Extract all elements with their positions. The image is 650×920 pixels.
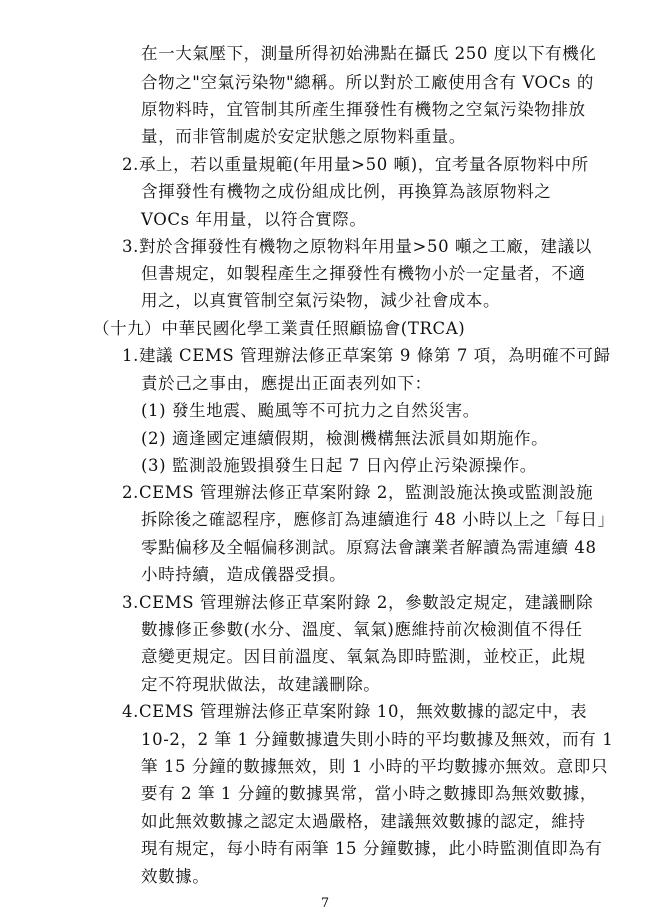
text-line: 要有 2 筆 1 分鐘的數據異常，當小時之數據即為無效數據， bbox=[141, 784, 597, 803]
text-line: 3.對於含揮發性有機物之原物料年用量>50 噸之工廠，建議以 bbox=[122, 237, 592, 256]
text-line: 效數據。 bbox=[141, 867, 210, 886]
text-line: (3) 監測設施毀損發生日起 7 日內停止污染源操作。 bbox=[141, 456, 537, 475]
section-heading: （十九）中華民國化學工業責任照顧協會(TRCA) bbox=[93, 319, 466, 338]
text-line: 零點偏移及全幅偏移測試。原寫法會讓業者解讀為需連續 48 bbox=[141, 538, 597, 557]
text-line: 定不符現狀做法，故建議刪除。 bbox=[141, 675, 381, 694]
text-line: 10-2，2 筆 1 分鐘數據遺失則小時的平均數據及無效，而有 1 bbox=[141, 730, 614, 749]
text-line: 筆 15 分鐘的數據無效，則 1 小時的平均數據亦無效。意即只 bbox=[141, 757, 609, 776]
text-line: 在一大氣壓下，測量所得初始沸點在攝氏 250 度以下有機化 bbox=[141, 44, 597, 63]
text-line: 數據修正參數(水分、溫度、氧氣)應維持前次檢測值不得任 bbox=[141, 620, 583, 639]
text-line: 量，而非管制處於安定狀態之原物料重量。 bbox=[141, 127, 466, 146]
text-line: 意變更規定。因目前溫度、氧氣為即時監測，並校正，此規 bbox=[141, 647, 586, 666]
text-line: 現有規定，每小時有兩筆 15 分鐘數據，此小時監測值即為有 bbox=[141, 839, 603, 858]
text-line: 原物料時，宜管制其所產生揮發性有機物之空氣污染物排放 bbox=[141, 100, 586, 119]
text-line: VOCs 年用量，以符合實際。 bbox=[141, 210, 367, 229]
text-line: 但書規定，如製程產生之揮發性有機物小於一定量者，不適 bbox=[141, 264, 586, 283]
text-line: 1.建議 CEMS 管理辦法修正草案第 9 條第 7 項，為明確不可歸 bbox=[122, 346, 611, 365]
text-line: 合物之"空氣污染物"總稱。所以對於工廠使用含有 VOCs 的 bbox=[141, 73, 594, 92]
text-line: 2.承上，若以重量規範(年用量>50 噸)，宜考量各原物料中所 bbox=[122, 155, 589, 174]
text-line: (2) 適逢國定連續假期，檢測機構無法派員如期施作。 bbox=[141, 429, 549, 448]
text-line: 4.CEMS 管理辦法修正草案附錄 10，無效數據的認定中，表 bbox=[122, 702, 588, 721]
text-line: 責於己之事由，應提出正面表列如下： bbox=[141, 374, 432, 393]
text-line: 拆除後之確認程序，應修訂為連續進行 48 小時以上之「每日」 bbox=[141, 510, 615, 529]
text-line: 如此無效數據之認定太過嚴格，建議無效數據的認定，維持 bbox=[141, 812, 586, 831]
text-line: 2.CEMS 管理辦法修正草案附錄 2，監測設施汰換或監測設施 bbox=[122, 483, 594, 502]
text-line: (1) 發生地震、颱風等不可抗力之自然災害。 bbox=[141, 401, 480, 420]
page-number: 7 bbox=[320, 896, 330, 911]
text-line: 用之，以真實管制空氣污染物，減少社會成本。 bbox=[141, 291, 501, 310]
text-line: 3.CEMS 管理辦法修正草案附錄 2，參數設定規定，建議刪除 bbox=[122, 593, 594, 612]
text-line: 含揮發性有機物之成份組成比例，再換算為該原物料之 bbox=[141, 182, 552, 201]
text-line: 小時持續，造成儀器受損。 bbox=[141, 565, 347, 584]
